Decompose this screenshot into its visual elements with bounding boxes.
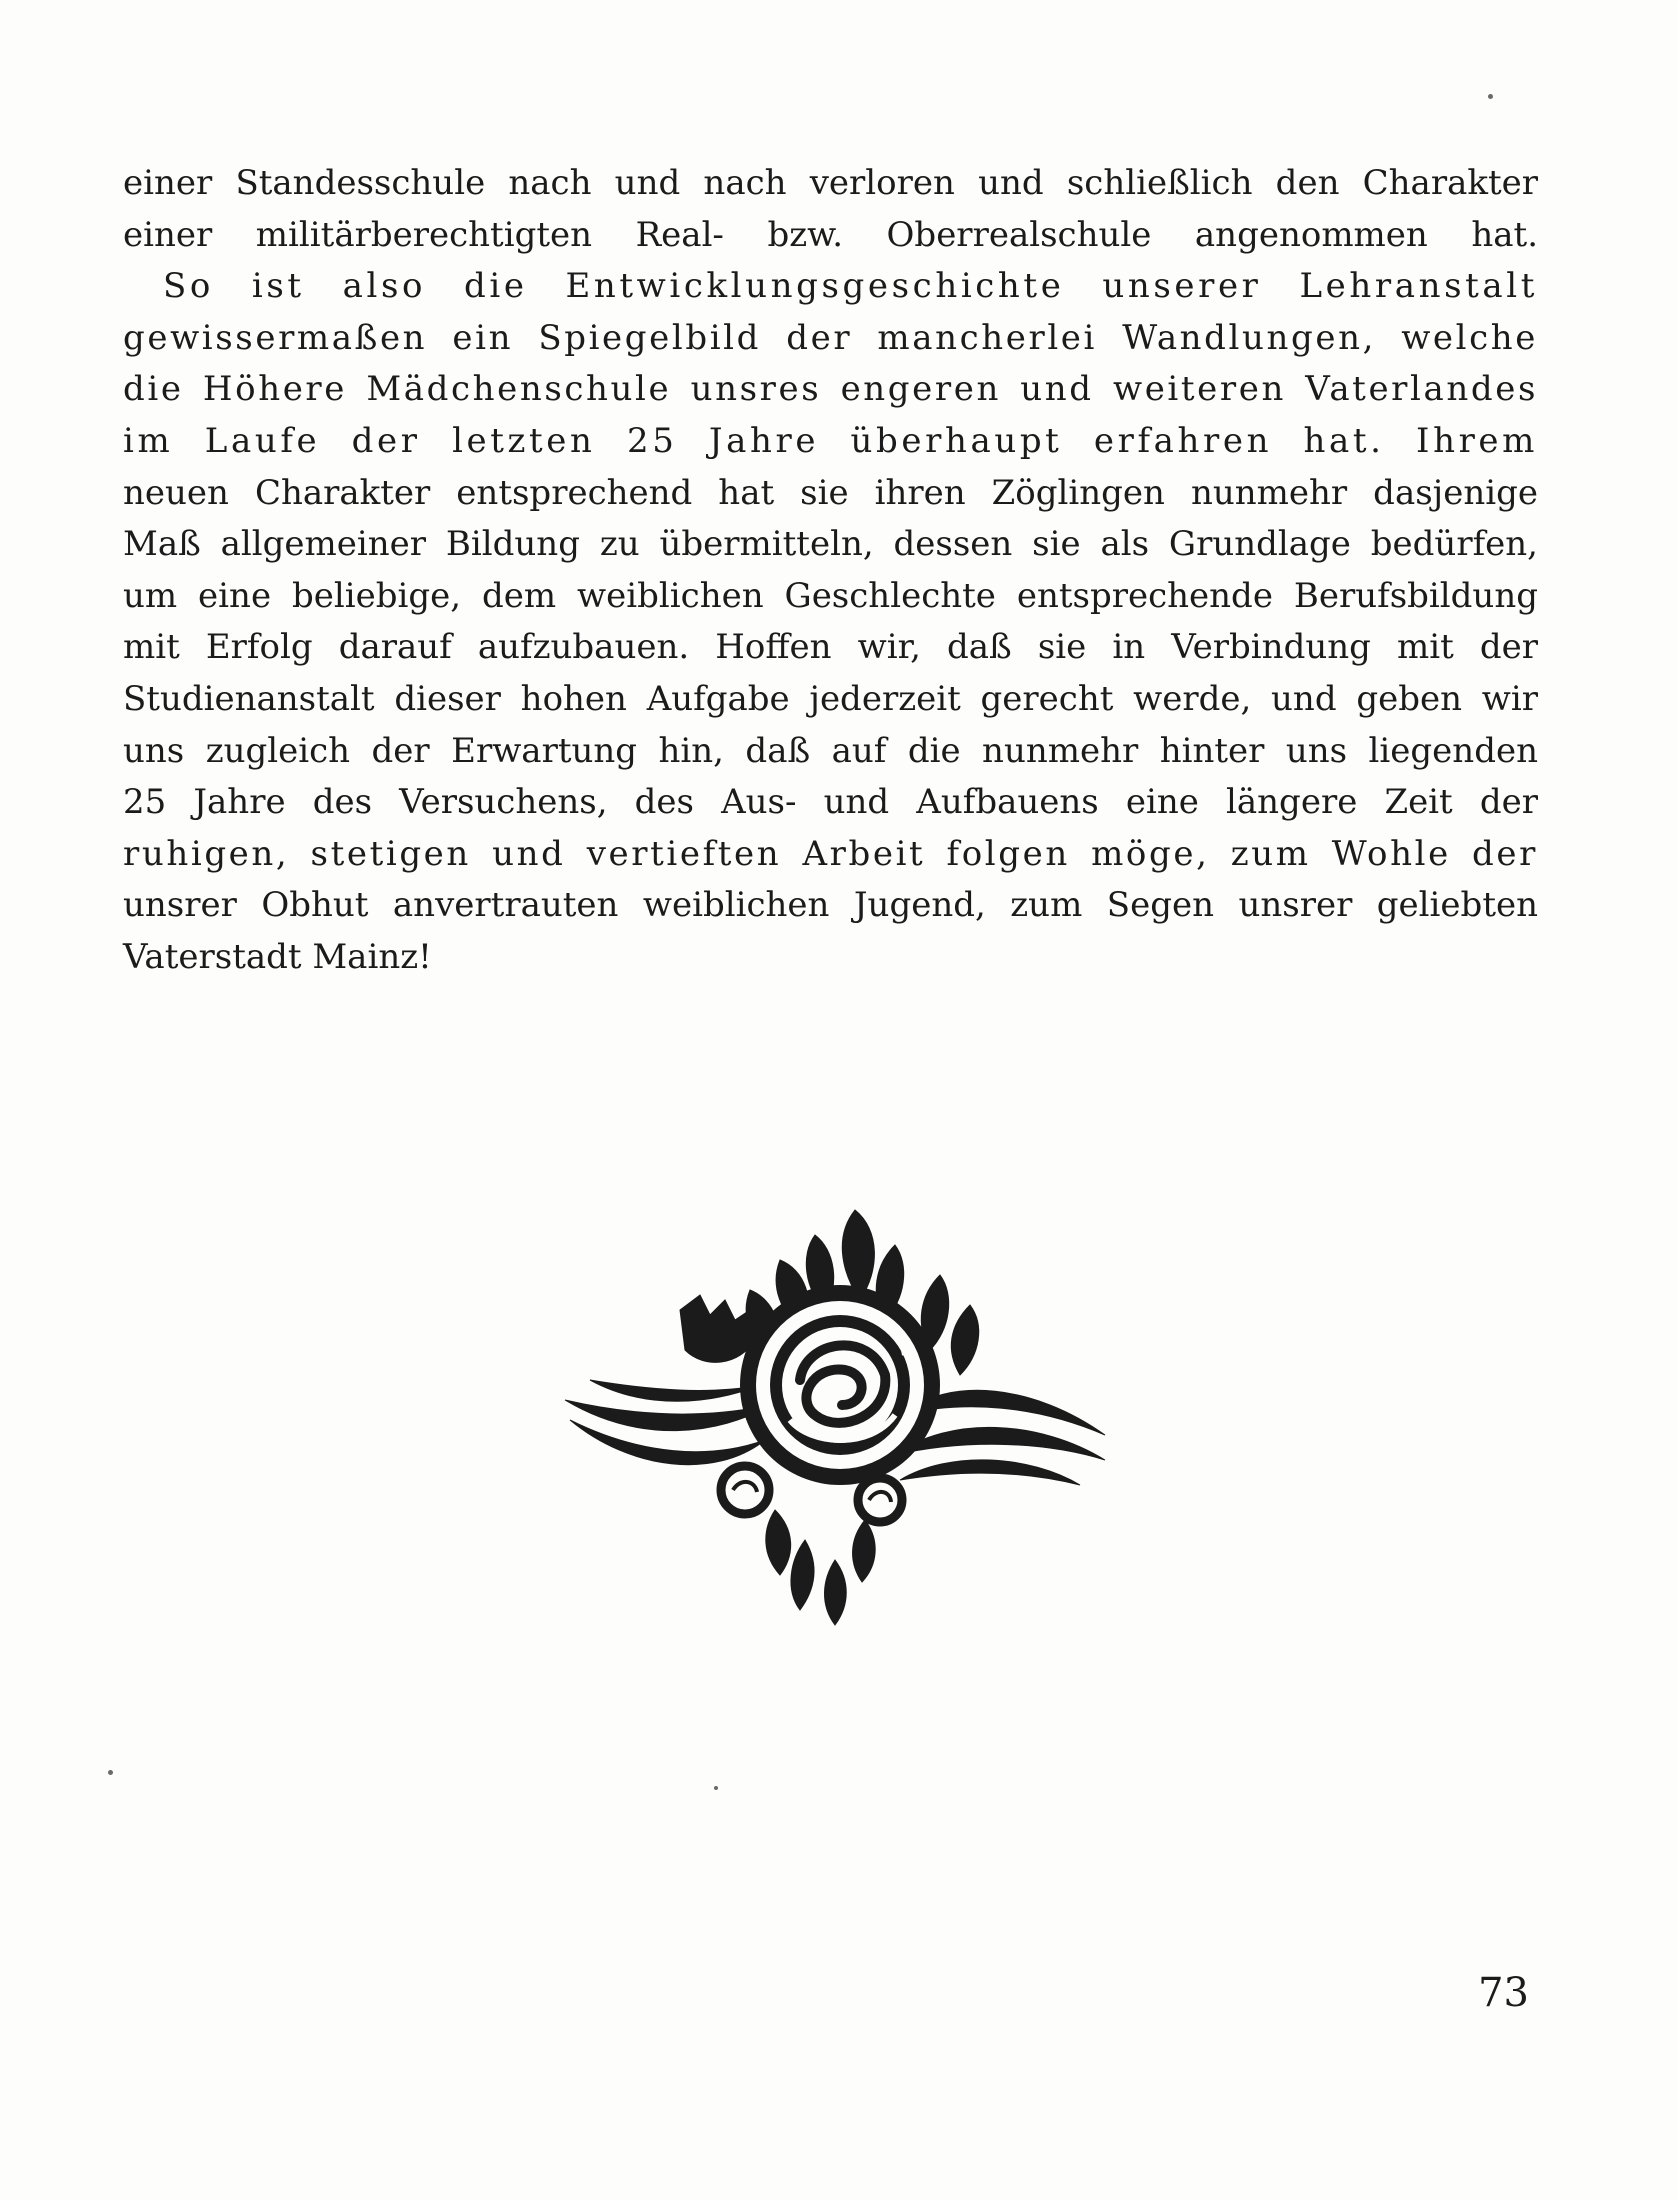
text-line-12: uns zugleich der Erwartung hin, daß auf die nunmehr hinter uns liegenden: [123, 730, 1538, 771]
text-line-2: einer militärberechtigten Real- bzw. Oberrealschule angenommen hat.: [123, 214, 1538, 255]
text-line-16: Vaterstadt Mainz!: [123, 936, 432, 977]
page-number: 73: [1478, 1970, 1529, 2016]
text-line-5: die Höhere Mädchenschule unsres engeren und weiteren Vaterlandes: [123, 369, 1538, 410]
text-line-4: gewissermaßen ein Spiegelbild der mancherlei Wandlungen, welche: [123, 317, 1538, 358]
paper-speck: [714, 1786, 718, 1790]
text-line-15: unsrer Obhut anvertrauten weiblichen Jugend, zum Segen unsrer geliebten: [123, 885, 1538, 926]
text-line-9: um eine beliebige, dem weiblichen Geschlechte entsprechende Berufsbildung: [123, 575, 1538, 616]
text-line-13: 25 Jahre des Versuchens, des Aus- und Aufbauens eine längere Zeit der: [123, 782, 1538, 823]
rose-ornament-icon: [550, 1190, 1120, 1630]
text-line-10: mit Erfolg darauf aufzubauen. Hoffen wir, daß sie in Verbindung mit der: [123, 627, 1538, 668]
text-line-3: So ist also die Entwicklungsgeschichte unserer Lehranstalt: [163, 266, 1538, 307]
text-line-7: neuen Charakter entsprechend hat sie ihren Zöglingen nunmehr dasjenige: [123, 472, 1538, 513]
text-line-14: ruhigen, stetigen und vertieften Arbeit folgen möge, zum Wohle der: [123, 833, 1538, 874]
body-text: [123, 158, 1538, 984]
text-line-8: Maß allgemeiner Bildung zu übermitteln, dessen sie als Grundlage bedürfen,: [123, 524, 1538, 565]
text-line-6: im Laufe der letzten 25 Jahre überhaupt erfahren hat. Ihrem: [123, 420, 1538, 461]
paper-speck: [108, 1770, 113, 1775]
text-line-11: Studienanstalt dieser hohen Aufgabe jederzeit gerecht werde, und geben wir: [123, 678, 1538, 719]
paper-speck: [1488, 94, 1493, 99]
text-line-1: einer Standesschule nach und nach verloren und schließlich den Charakter: [123, 163, 1538, 203]
